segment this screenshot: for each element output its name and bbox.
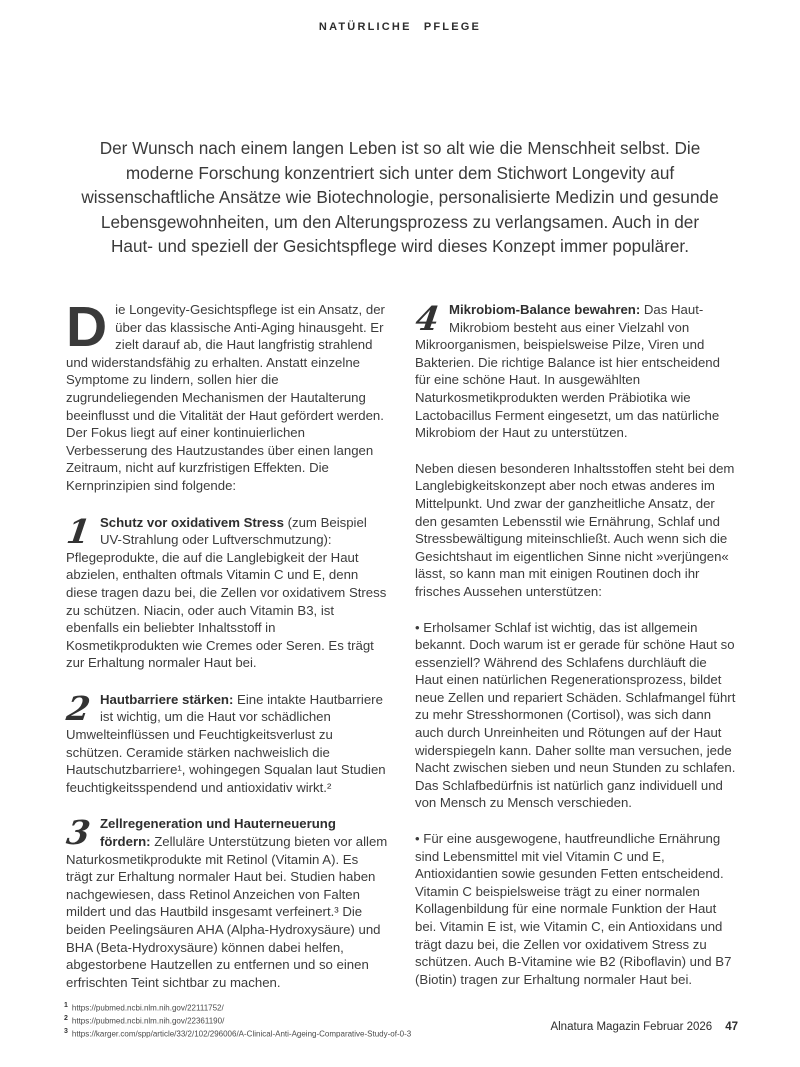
- dropcap-letter: D: [66, 295, 108, 359]
- principle-text-1: (zum Beispiel UV-Strahlung oder Luftverschmutzung): Pflegeprodukte, die auf die Langlebigkeit der Haut abzielen, enthalten oftmals Vitamin C und E, denn diese tragen dazu bei, die Zellen vor oxidativem Stress zu schützen. Niacin, oder auch Vitamin B3, ist ebenfalls ein beliebter Inhaltsstoff in Kosmetikprodukten wie Cremes oder Seren. Es trägt zur Erhaltung normaler Haut bei.: [66, 514, 387, 671]
- page-number: 47: [725, 1021, 738, 1033]
- principle-number-1: 1: [64, 511, 93, 551]
- principle-section-2: [64, 688, 388, 797]
- footnote-url-3: https://karger.com/spp/article/33/2/102/296006/A-Clinical-Anti-Ageing-Comparative-Study-of-0-3: [71, 1029, 412, 1039]
- intro-paragraph: Der Wunsch nach einem langen Leben ist so alt wie die Menschheit selbst. Die moderne Forschung konzentriert sich unter dem Stichwort Longevity auf wissenschaftliche Ansätze wie Biotechnologie, personalisierte Medizin und gesunde Lebensgewohnheiten, um den Alterungsprozess zu verlangsamen. Auch in der Haut- und speziell der Gesichtspflege wird dieses Konzept immer populärer.: [81, 138, 719, 257]
- principle-title-4: Mikrobiom-Balance bewahren:: [448, 302, 641, 317]
- holistic-paragraph: Neben diesen besonderen Inhaltsstoffen steht bei dem Langlebigkeitskonzept aber noch etwas anderes im Mittelpunkt. Und zwar der ganzheitliche Ansatz, der den gesamten Lebensstil wie Ernährung, Schlaf und Stressbewältigung miteinschließt. Auch wenn sich die Gesichtshaut im eigentlichen Sinne nicht »verjüngen« lässt, so kann man mit einigen Routinen doch ihr frisches Aussehen unterstützen:: [415, 460, 735, 599]
- principle-number-4: 4: [413, 299, 442, 338]
- footnote-url-2: https://pubmed.ncbi.nlm.nih.gov/22361190/: [71, 1016, 225, 1026]
- footnotes: [64, 1001, 411, 1040]
- principle-number-3: 3: [64, 813, 93, 853]
- footnote-url-1: https://pubmed.ncbi.nlm.nih.gov/22111752/: [71, 1003, 224, 1013]
- principle-number-2: 2: [64, 688, 93, 728]
- footnote-number-3: 3: [64, 1028, 68, 1036]
- footnote-number-2: 2: [64, 1015, 68, 1023]
- principle-text-2: Eine intakte Hautbarriere ist wichtig, um die Haut vor schädlichen Umwelteinflüssen und Feuchtigkeitsverlust zu schützen. Ceramide stärken nachweislich die Hautschutzbarriere¹, wohingegen Squalan laut Studien feuchtigkeitsspendend und antioxidativ wirkt.²: [66, 691, 386, 795]
- principle-title-3: Zellregeneration und Hauterneuerung fördern:: [99, 816, 336, 850]
- right-column: [415, 301, 737, 991]
- left-column: [64, 295, 388, 991]
- principle-section-1: [64, 511, 388, 672]
- bullet-nutrition: • Für eine ausgewogene, hautfreundliche Ernährung sind Lebensmittel mit viel Vitamin C und E, Antioxidantien sowie gesunden Fetten entscheidend. Vitamin C beispielsweise trägt zu einer normalen Kollagenbildung für eine normale Funktion der Haut bei. Vitamin E ist, wie Vitamin C, ein Antioxidans und trägt dazu bei, die Zellen vor oxidativem Stress zu schützen. Auch B-Vitamine wie B2 (Riboflavin) und B7 (Biotin) tragen zur Erhaltung normaler Haut bei.: [415, 831, 732, 987]
- principle-title-2: Hautbarriere stärken:: [99, 691, 234, 707]
- article-columns: [64, 295, 737, 991]
- footnote-number-1: 1: [64, 1002, 68, 1009]
- principle-paragraph: [64, 511, 388, 672]
- principle-text-3: Zelluläre Unterstützung bieten vor allem Naturkosmetikprodukte mit Retinol (Vitamin A). Es trägt zur Erhaltung normaler Haut bei. Studien haben nachgewiesen, dass Retinol Anzeichen von Falten mildert und das Hautbild insgesamt verfeinert.³ Die beiden Peelingsäuren AHA (Alpha-Hydroxysäure) und BHA (Beta-Hydroxysäure) können dabei helfen, abgestorbene Hautzellen zu entfernen und so einen erfrischten Teint sichtbar zu machen.: [66, 834, 388, 990]
- principle-paragraph: [66, 815, 388, 991]
- page-category: NATÜRLICHE PFLEGE: [318, 21, 482, 33]
- principle-paragraph: [64, 688, 388, 797]
- lead-paragraph-text: ie Longevity-Gesichtspflege ist ein Ansatz, der über das klassische Anti-Aging hinausgeht. Er zielt darauf ab, die Haut langfristig strahlend und widerstandsfähig zu erhalten. Anstatt einzelne Symptome zu lindern, sollen hier die zugrundeliegenden Mechanismen der Hautalterung beeinflusst und die Vitalität der Haut gefördert werden. Der Fokus liegt auf einer kontinuierlichen Verbesserung des Hautzustandes über einen langen Zeitraum, nicht auf kurzfristigen Effekten. Die Kernprinzipien sind folgende:: [66, 302, 385, 493]
- magazine-issue-label: Alnatura Magazin Februar 2026: [550, 1021, 713, 1033]
- footnote-2: [64, 1014, 411, 1027]
- principle-title-1: Schutz vor oxidativem Stress: [99, 514, 284, 530]
- footnote-1: [64, 1001, 411, 1014]
- footnote-3: [64, 1027, 411, 1040]
- principle-section-3: [66, 815, 388, 991]
- page-footer: [550, 1021, 738, 1033]
- principle-section-4: [415, 301, 737, 442]
- principle-text-4: Das Haut-Mikrobiom besteht aus einer Vielzahl von Mikroorganismen, beispielsweise Pilze, Viren und Bakterien. Die richtige Balance ist hier entscheidend für eine schöne Haut. In ausgewählten Naturkosmetikprodukten werden Präbiotika wie Lactobacillus Ferment eingesetzt, um das natürliche Mikrobiom der Haut zu unterstützen.: [415, 302, 720, 441]
- bullet-sleep: • Erholsamer Schlaf ist wichtig, das ist allgemein bekannt. Doch warum ist er gerade für schöne Haut so essenziell? Während des Schlafens durchläuft die Haut einen natürlichen Regenerationsprozess, bildet neue Zellen und repariert Schäden. Schlafmangel führt zu mehr Stresshormonen (Cortisol), was sich dann auch durch Unreinheiten und Rötungen auf der Haut widerspiegeln kann. Daher sollte man versuchen, jede Nacht zwischen sieben und neun Stunden zu schlafen. Das Schlafbedürfnis ist natürlich ganz individuell und von Mensch zu Mensch verschieden.: [415, 619, 736, 811]
- lead-paragraph: [66, 295, 388, 495]
- principle-paragraph: [415, 301, 737, 442]
